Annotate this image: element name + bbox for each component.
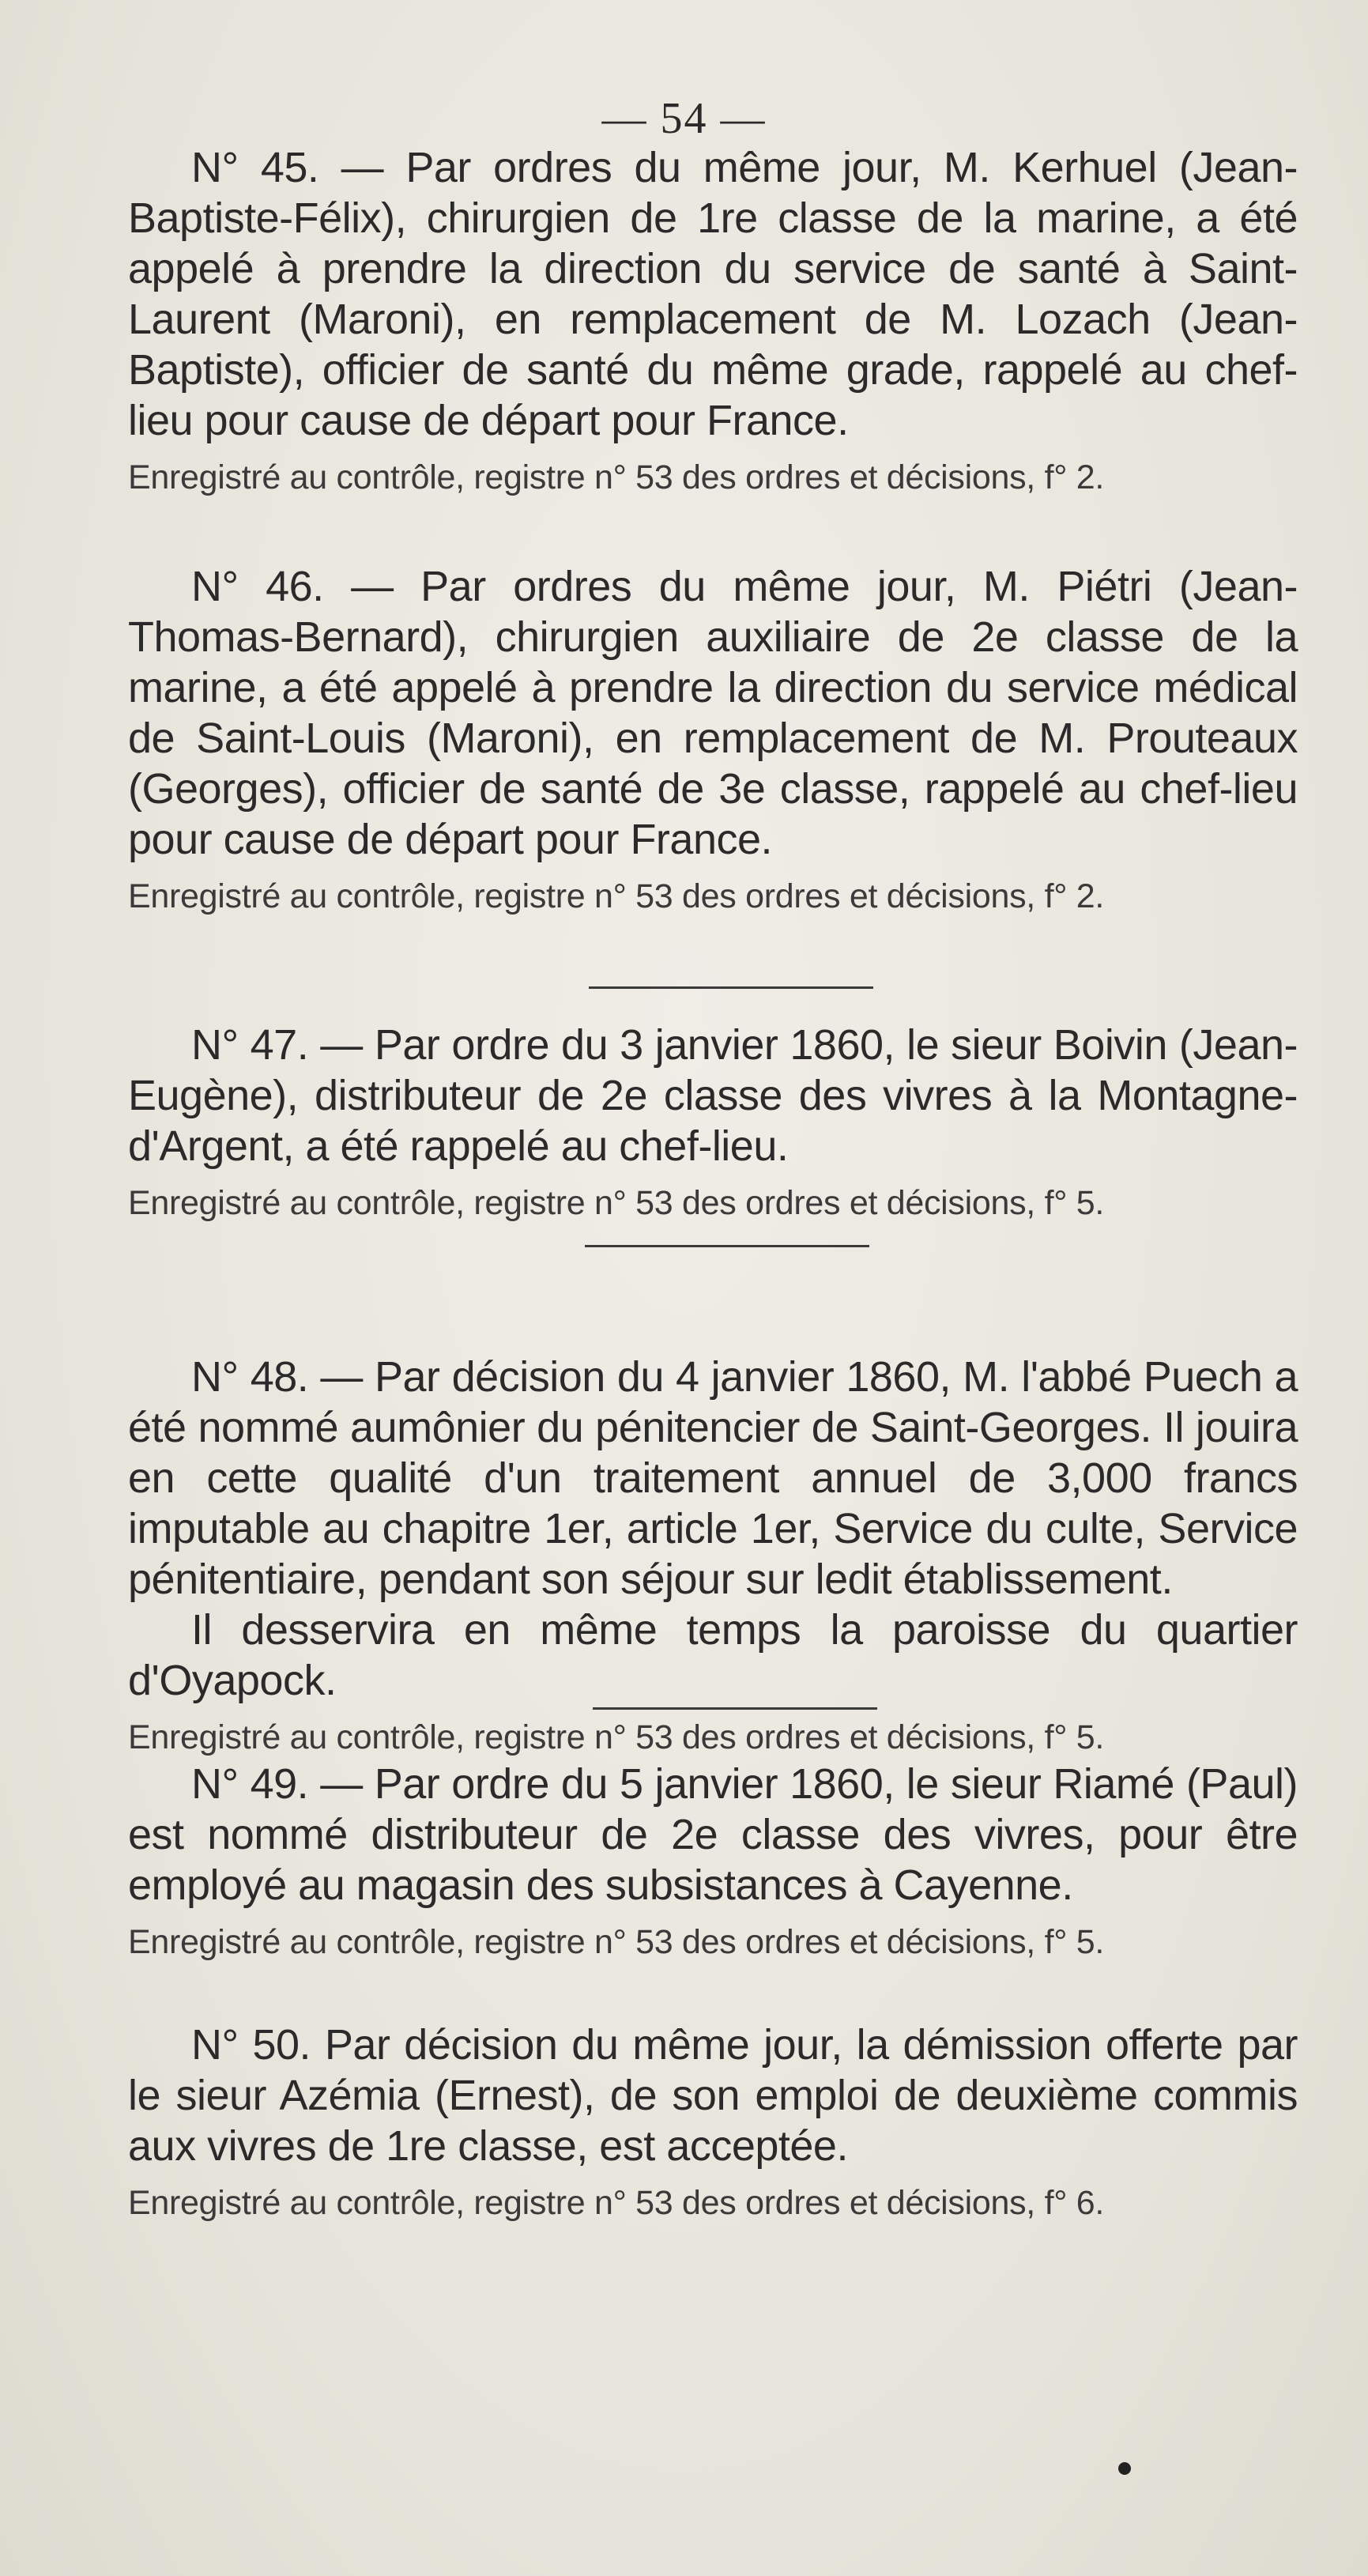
entry-48 [128,1352,1298,1759]
registration-note: Enregistré au contrôle, registre n° 53 des ordres et décisions, f° 5. [128,1184,1105,1222]
ink-spot [1118,2462,1131,2475]
entry-49 [128,1759,1298,1964]
entry-50 [128,2020,1298,2225]
entry-text-continued: Il desservira en même temps la paroisse du quartier d'Oyapock. [128,1606,1298,1704]
entry-text: N° 50. Par décision du même jour, la démission offerte par le sieur Azémia (Ernest), de son emploi de deuxième commis aux vivres de 1re classe, est acceptée. [128,2021,1298,2170]
entry-text: N° 47. — Par ordre du 3 janvier 1860, le sieur Boivin (Jean-Eugène), distributeur de 2e classe des vivres à la Montagne-d'Argent, a été rappelé au chef-lieu. [128,1021,1298,1170]
section-divider [585,1245,869,1247]
entry-text: N° 48. — Par décision du 4 janvier 1860, M. l'abbé Puech a été nommé aumônier du pénitencier de Saint-Georges. Il jouira en cette qualité d'un traitement annuel de 3,000 francs imputable au chapitre 1er, article 1er, Service du culte, Service pénitentiaire, pendant son séjour sur ledit établissement. [128,1353,1298,1603]
entry-46 [128,561,1298,918]
page-number: — 54 — [601,94,767,143]
registration-note: Enregistré au contrôle, registre n° 53 des ordres et décisions, f° 5. [128,1923,1105,1961]
registration-note: Enregistré au contrôle, registre n° 53 des ordres et décisions, f° 5. [128,1718,1105,1756]
entry-text: N° 45. — Par ordres du même jour, M. Kerhuel (Jean-Baptiste-Félix), chirurgien de 1re classe de la marine, a été appelé à prendre la direction du service de santé à Saint-Laurent (Maroni), en remplacement de M. Lozach (Jean-Baptiste), officier de santé du même grade, rappelé au chef-lieu pour cause de départ pour France. [128,144,1298,444]
section-divider [589,986,873,989]
registration-note: Enregistré au contrôle, registre n° 53 des ordres et décisions, f° 2. [128,877,1105,915]
registration-note: Enregistré au contrôle, registre n° 53 des ordres et décisions, f° 6. [128,2184,1105,2222]
registration-note: Enregistré au contrôle, registre n° 53 des ordres et décisions, f° 2. [128,458,1105,496]
entry-47 [128,1020,1298,1225]
entry-text: N° 49. — Par ordre du 5 janvier 1860, le sieur Riamé (Paul) est nommé distributeur de 2e classe des vivres, pour être employé au magasin des subsistances à Cayenne. [128,1760,1298,1909]
entry-text: N° 46. — Par ordres du même jour, M. Piétri (Jean-Thomas-Bernard), chirurgien auxiliaire de 2e classe de la marine, a été appelé à prendre la direction du service médical de Saint-Louis (Maroni), en remplacement de M. Prouteaux (Georges), officier de santé de 3e classe, rappelé au chef-lieu pour cause de départ pour France. [128,563,1298,863]
section-divider [593,1707,877,1710]
entry-45 [128,142,1298,500]
